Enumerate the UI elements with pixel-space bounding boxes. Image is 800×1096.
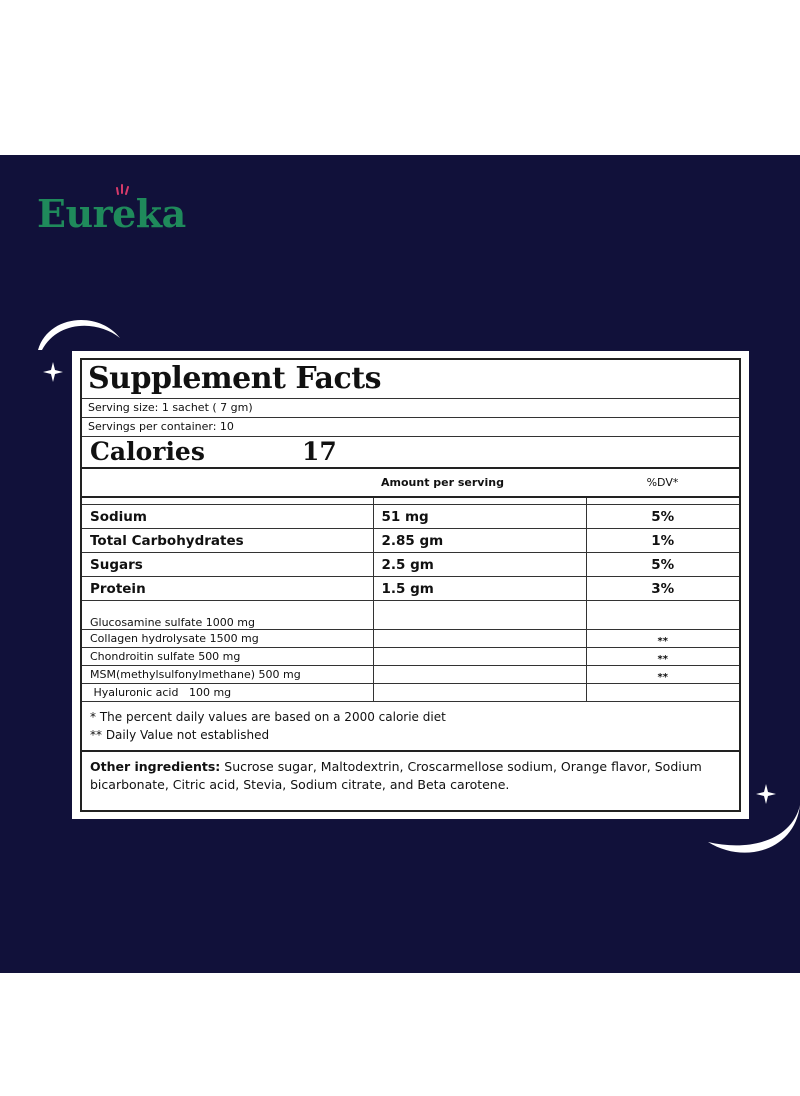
nutrient-row <box>82 505 739 529</box>
nutrient-dv: 5% <box>586 505 739 529</box>
nutrient-dv: 5% <box>586 553 739 577</box>
nutrient-name: Protein <box>82 577 373 601</box>
ingredient-dv <box>586 684 739 702</box>
ingredient-name: Glucosamine sulfate 1000 mg <box>82 601 373 630</box>
nutrient-name: Total Carbohydrates <box>82 529 373 553</box>
logo-text: Eureka <box>37 191 186 236</box>
footnotes <box>82 702 739 752</box>
product-banner <box>0 155 800 973</box>
nutrient-name: Sodium <box>82 505 373 529</box>
footnote-not-established: ** Daily Value not established <box>90 728 270 742</box>
logo-spark-icon <box>115 183 131 195</box>
dv-header: %DV* <box>586 469 739 497</box>
nutrient-amount: 2.5 gm <box>373 553 586 577</box>
ingredient-name: Hyaluronic acid 100 mg <box>82 684 373 702</box>
serving-size: Serving size: 1 sachet ( 7 gm) <box>82 399 739 418</box>
table-header <box>82 469 739 497</box>
nutrient-amount: 2.85 gm <box>373 529 586 553</box>
footnote-daily-values: * The percent daily values are based on a 2000 calorie diet <box>90 710 446 724</box>
servings-per-container: Servings per container: 10 <box>88 420 234 433</box>
calories-row <box>82 436 739 469</box>
other-ingredients-text: Sucrose sugar, Maltodextrin, Croscarmellose sodium, Orange flavor, Sodium bicarbonate, Citric acid, Stevia, Sodium citrate, and Beta carotene. <box>90 759 702 792</box>
ingredient-name: Chondroitin sulfate 500 mg <box>82 648 373 666</box>
calories-label: Calories <box>90 437 205 466</box>
nutrient-amount: 51 mg <box>373 505 586 529</box>
ingredient-row <box>82 684 739 702</box>
supplement-facts-frame <box>80 358 741 812</box>
ingredient-dv: ** <box>586 648 739 666</box>
ingredient-row <box>82 666 739 684</box>
nutrient-row <box>82 529 739 553</box>
ingredient-dv: ** <box>586 630 739 648</box>
nutrient-row <box>82 577 739 601</box>
other-ingredients-label: Other ingredients: <box>90 759 221 774</box>
ingredient-dv <box>586 601 739 630</box>
nutrient-name: Sugars <box>82 553 373 577</box>
ingredient-row <box>82 630 739 648</box>
ingredient-row <box>82 648 739 666</box>
spacer-row <box>82 497 739 505</box>
nutrient-dv: 1% <box>586 529 739 553</box>
ingredient-name: Collagen hydrolysate 1500 mg <box>82 630 373 648</box>
nutrient-dv: 3% <box>586 577 739 601</box>
nutrient-amount: 1.5 gm <box>373 577 586 601</box>
nutrient-table <box>82 469 739 702</box>
amount-header: Amount per serving <box>373 469 586 497</box>
calories-value: 17 <box>302 437 337 466</box>
eureka-logo <box>37 191 186 236</box>
facts-title: Supplement Facts <box>82 360 739 399</box>
nutrient-row <box>82 553 739 577</box>
supplement-facts-panel <box>72 351 749 819</box>
ingredient-name: MSM(methylsulfonylmethane) 500 mg <box>82 666 373 684</box>
other-ingredients <box>82 752 739 800</box>
ingredient-row <box>82 601 739 630</box>
ingredient-dv: ** <box>586 666 739 684</box>
